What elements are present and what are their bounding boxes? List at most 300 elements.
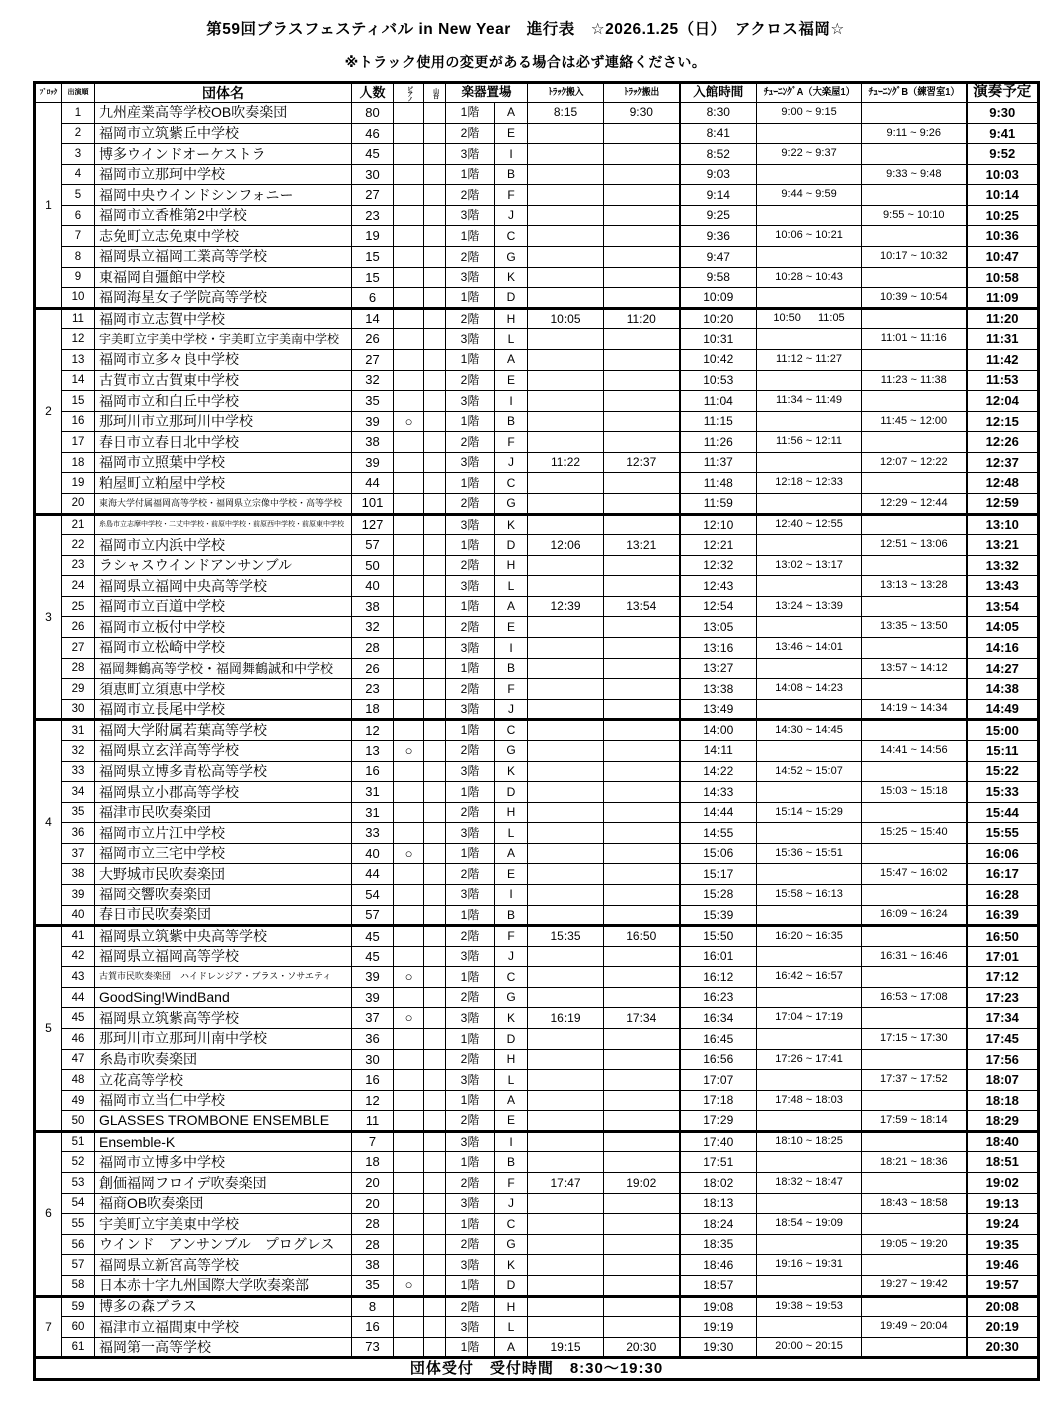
order-number: 10 (62, 288, 95, 309)
piano-mark (394, 946, 424, 967)
group-name: 福岡市立三宅中学校 (95, 843, 352, 864)
piano-mark (394, 1090, 424, 1111)
entry-time: 8:52 (680, 144, 757, 165)
tuning-b-time: 15:47 ~ 16:02 (862, 864, 967, 885)
tuning-b-time (862, 391, 967, 412)
tuning-b-time: 14:41 ~ 14:56 (862, 740, 967, 761)
storage-area: L (495, 1070, 528, 1091)
tuning-a-time (757, 205, 862, 226)
storage-floor: 1階 (446, 535, 495, 556)
member-count: 6 (352, 288, 394, 309)
storage-floor: 1階 (446, 782, 495, 803)
piano-mark (394, 1255, 424, 1276)
entry-time: 15:50 (680, 926, 757, 947)
truck-out-time: 11:20 (604, 308, 680, 329)
riser-mark (424, 205, 446, 226)
truck-in-time (528, 740, 604, 761)
tuning-a-time: 14:30 ~ 14:45 (757, 720, 862, 741)
piano-mark (394, 452, 424, 473)
group-name: 博多の森ブラス (95, 1296, 352, 1317)
tuning-a-time (757, 946, 862, 967)
piano-mark (394, 123, 424, 144)
truck-in-time (528, 987, 604, 1008)
piano-mark (394, 329, 424, 350)
group-name: 古賀市民吹奏楽団 ハイドレンジア・ブラス・ソサエティ (95, 967, 352, 988)
entry-time: 16:01 (680, 946, 757, 967)
tuning-b-time (862, 884, 967, 905)
table-row (35, 1131, 1039, 1152)
tuning-a-time: 16:20 ~ 16:35 (757, 926, 862, 947)
storage-area: A (495, 1337, 528, 1358)
order-number: 7 (62, 226, 95, 247)
storage-area: B (495, 905, 528, 926)
order-number: 53 (62, 1173, 95, 1194)
group-name: 福岡市立当仁中学校 (95, 1090, 352, 1111)
entry-time: 15:17 (680, 864, 757, 885)
storage-floor: 3階 (446, 329, 495, 350)
tuning-b-time (862, 843, 967, 864)
order-number: 14 (62, 370, 95, 391)
tuning-b-time: 10:17 ~ 10:32 (862, 247, 967, 268)
storage-floor: 3階 (446, 823, 495, 844)
group-name: 福岡市立和白丘中学校 (95, 391, 352, 412)
entry-time: 18:24 (680, 1214, 757, 1235)
riser-mark (424, 1214, 446, 1235)
tuning-b-time (862, 1049, 967, 1070)
tuning-a-time (757, 1152, 862, 1173)
performance-time: 17:12 (967, 967, 1039, 988)
tuning-a-time: 11:34 ~ 11:49 (757, 391, 862, 412)
group-name: 九州産業高等学校OB吹奏楽団 (95, 103, 352, 124)
col-header-piano: ピアノ (394, 83, 424, 103)
tuning-a-time (757, 1234, 862, 1255)
riser-mark (424, 411, 446, 432)
member-count: 31 (352, 782, 394, 803)
order-number: 38 (62, 864, 95, 885)
performance-time: 19:02 (967, 1173, 1039, 1194)
performance-time: 16:06 (967, 843, 1039, 864)
tuning-b-time (862, 473, 967, 494)
storage-floor: 1階 (446, 1214, 495, 1235)
table-row (35, 144, 1039, 165)
performance-time: 10:14 (967, 185, 1039, 206)
storage-floor: 2階 (446, 247, 495, 268)
storage-floor: 1階 (446, 103, 495, 124)
storage-floor: 1階 (446, 596, 495, 617)
truck-in-time (528, 638, 604, 659)
member-count: 27 (352, 185, 394, 206)
schedule-table (33, 81, 1040, 1381)
truck-in-time (528, 720, 604, 741)
tuning-b-time: 12:07 ~ 12:22 (862, 452, 967, 473)
piano-mark (394, 617, 424, 638)
entry-time: 18:46 (680, 1255, 757, 1276)
entry-time: 13:27 (680, 658, 757, 679)
table-row (35, 576, 1039, 597)
entry-time: 18:35 (680, 1234, 757, 1255)
tuning-b-time (862, 308, 967, 329)
table-row (35, 596, 1039, 617)
performance-time: 17:34 (967, 1008, 1039, 1029)
riser-mark (424, 1111, 446, 1132)
truck-in-time (528, 226, 604, 247)
table-row (35, 349, 1039, 370)
storage-floor: 2階 (446, 308, 495, 329)
performance-time: 13:54 (967, 596, 1039, 617)
tuning-b-time (862, 514, 967, 535)
truck-out-time (604, 864, 680, 885)
member-count: 15 (352, 267, 394, 288)
storage-area: I (495, 884, 528, 905)
tuning-a-time: 20:00 ~ 20:15 (757, 1337, 862, 1358)
piano-mark (394, 164, 424, 185)
group-name: 福岡県立玄洋高等学校 (95, 740, 352, 761)
piano-mark (394, 1337, 424, 1358)
piano-mark (394, 493, 424, 514)
performance-time: 10:47 (967, 247, 1039, 268)
riser-mark (424, 370, 446, 391)
truck-out-time (604, 761, 680, 782)
storage-floor: 2階 (446, 555, 495, 576)
order-number: 11 (62, 308, 95, 329)
truck-out-time (604, 905, 680, 926)
tuning-a-time: 18:32 ~ 18:47 (757, 1173, 862, 1194)
piano-mark (394, 576, 424, 597)
tuning-b-time: 15:03 ~ 15:18 (862, 782, 967, 803)
piano-mark (394, 205, 424, 226)
tuning-a-time (757, 987, 862, 1008)
storage-area: G (495, 987, 528, 1008)
storage-floor: 1階 (446, 1337, 495, 1358)
order-number: 2 (62, 123, 95, 144)
entry-time: 10:20 (680, 308, 757, 329)
tuning-a-time: 15:36 ~ 15:51 (757, 843, 862, 864)
tuning-b-time: 9:11 ~ 9:26 (862, 123, 967, 144)
truck-in-time (528, 1111, 604, 1132)
tuning-a-time: 17:26 ~ 17:41 (757, 1049, 862, 1070)
col-header-count: 人数 (352, 83, 394, 103)
truck-in-time (528, 576, 604, 597)
tuning-a-time (757, 823, 862, 844)
tuning-a-time: 16:42 ~ 16:57 (757, 967, 862, 988)
truck-in-time (528, 782, 604, 803)
storage-area: I (495, 638, 528, 659)
entry-time: 11:37 (680, 452, 757, 473)
order-number: 45 (62, 1008, 95, 1029)
tuning-b-time (862, 720, 967, 741)
entry-time: 14:11 (680, 740, 757, 761)
storage-floor: 2階 (446, 617, 495, 638)
truck-out-time (604, 1296, 680, 1317)
storage-floor: 1階 (446, 411, 495, 432)
tuning-b-time: 13:57 ~ 14:12 (862, 658, 967, 679)
tuning-b-time (862, 1337, 967, 1358)
header-row (35, 83, 1039, 103)
order-number: 26 (62, 617, 95, 638)
storage-area: I (495, 144, 528, 165)
tuning-b-time: 18:21 ~ 18:36 (862, 1152, 967, 1173)
tuning-a-time (757, 617, 862, 638)
member-count: 39 (352, 452, 394, 473)
storage-area: J (495, 699, 528, 720)
table-row (35, 1049, 1039, 1070)
truck-in-time (528, 1029, 604, 1050)
truck-in-time (528, 679, 604, 700)
table-row (35, 720, 1039, 741)
riser-mark (424, 1070, 446, 1091)
col-header-truck-out: ﾄﾗｯｸ搬出 (607, 83, 677, 103)
entry-time: 8:41 (680, 123, 757, 144)
piano-mark (394, 679, 424, 700)
tuning-b-time: 10:39 ~ 10:54 (862, 288, 967, 309)
piano-mark (394, 926, 424, 947)
riser-mark (424, 1234, 446, 1255)
performance-time: 16:39 (967, 905, 1039, 926)
riser-mark (424, 1275, 446, 1296)
table-row (35, 164, 1039, 185)
tuning-a-time (757, 576, 862, 597)
storage-area: K (495, 1255, 528, 1276)
group-name: 日本赤十字九州国際大学吹奏楽部 (95, 1275, 352, 1296)
performance-time: 16:17 (967, 864, 1039, 885)
member-count: 7 (352, 1131, 394, 1152)
entry-time: 12:43 (680, 576, 757, 597)
truck-out-time (604, 617, 680, 638)
tuning-a-time (757, 535, 862, 556)
entry-time: 17:29 (680, 1111, 757, 1132)
tuning-b-time (862, 1255, 967, 1276)
entry-time: 17:40 (680, 1131, 757, 1152)
storage-floor: 1階 (446, 1152, 495, 1173)
group-name: GLASSES TROMBONE ENSEMBLE (95, 1111, 352, 1132)
storage-floor: 2階 (446, 1049, 495, 1070)
performance-time: 17:01 (967, 946, 1039, 967)
order-number: 59 (62, 1296, 95, 1317)
storage-floor: 2階 (446, 679, 495, 700)
member-count: 26 (352, 329, 394, 350)
riser-mark (424, 1193, 446, 1214)
order-number: 57 (62, 1255, 95, 1276)
storage-floor: 2階 (446, 1111, 495, 1132)
table-row (35, 288, 1039, 309)
riser-mark (424, 946, 446, 967)
storage-area: L (495, 823, 528, 844)
storage-floor: 3階 (446, 638, 495, 659)
order-number: 29 (62, 679, 95, 700)
entry-time: 19:30 (680, 1337, 757, 1358)
group-name: 福岡県立筑紫高等学校 (95, 1008, 352, 1029)
col-header-entry: 入館時間 (680, 83, 757, 103)
member-count: 8 (352, 1296, 394, 1317)
storage-floor: 2階 (446, 123, 495, 144)
truck-out-time (604, 720, 680, 741)
piano-mark (394, 1296, 424, 1317)
entry-time: 14:33 (680, 782, 757, 803)
tuning-b-time (862, 349, 967, 370)
tuning-a-time: 11:56 ~ 12:11 (757, 432, 862, 453)
truck-in-time (528, 144, 604, 165)
storage-floor: 2階 (446, 1234, 495, 1255)
storage-floor: 1階 (446, 720, 495, 741)
truck-out-time (604, 802, 680, 823)
truck-in-time (528, 123, 604, 144)
order-number: 56 (62, 1234, 95, 1255)
tuning-b-time: 16:53 ~ 17:08 (862, 987, 967, 1008)
table-row (35, 391, 1039, 412)
performance-time: 9:52 (967, 144, 1039, 165)
table-row (35, 967, 1039, 988)
piano-mark (394, 1131, 424, 1152)
table-row (35, 823, 1039, 844)
riser-mark (424, 144, 446, 165)
order-number: 34 (62, 782, 95, 803)
riser-mark (424, 1337, 446, 1358)
truck-in-time (528, 699, 604, 720)
member-count: 73 (352, 1337, 394, 1358)
piano-mark (394, 1214, 424, 1235)
tuning-b-time (862, 1008, 967, 1029)
page-subtitle: ※トラック使用の変更がある場合は必ず連絡ください。 (344, 54, 707, 70)
entry-time: 14:55 (680, 823, 757, 844)
truck-in-time (528, 1214, 604, 1235)
performance-time: 18:51 (967, 1152, 1039, 1173)
tuning-b-time: 19:27 ~ 19:42 (862, 1275, 967, 1296)
storage-floor: 3階 (446, 267, 495, 288)
riser-mark (424, 473, 446, 494)
member-count: 54 (352, 884, 394, 905)
tuning-a-time: 14:52 ~ 15:07 (757, 761, 862, 782)
member-count: 45 (352, 946, 394, 967)
group-name: 福岡県立福岡工業高等学校 (95, 247, 352, 268)
truck-in-time (528, 432, 604, 453)
truck-in-time (528, 473, 604, 494)
truck-out-time (604, 514, 680, 535)
tuning-b-time: 13:13 ~ 13:28 (862, 576, 967, 597)
storage-area: D (495, 1029, 528, 1050)
truck-in-time (528, 1296, 604, 1317)
storage-area: A (495, 1090, 528, 1111)
order-number: 5 (62, 185, 95, 206)
entry-time: 9:47 (680, 247, 757, 268)
member-count: 44 (352, 864, 394, 885)
reception-note: 団体受付 受付時間 8:30～19:30 (35, 1358, 1039, 1380)
truck-out-time (604, 267, 680, 288)
riser-mark (424, 987, 446, 1008)
group-name: 春日市立春日北中学校 (95, 432, 352, 453)
performance-time: 11:42 (967, 349, 1039, 370)
truck-in-time: 15:35 (528, 926, 604, 947)
riser-mark (424, 308, 446, 329)
truck-out-time (604, 946, 680, 967)
order-number: 22 (62, 535, 95, 556)
storage-area: G (495, 493, 528, 514)
table-row (35, 308, 1039, 329)
piano-mark: ○ (394, 1008, 424, 1029)
group-name: 宇美町立宇美中学校・宇美町立宇美南中学校 (95, 329, 352, 350)
truck-in-time (528, 1090, 604, 1111)
storage-area: F (495, 185, 528, 206)
tuning-a-time: 13:46 ~ 14:01 (757, 638, 862, 659)
piano-mark (394, 1234, 424, 1255)
performance-time: 16:50 (967, 926, 1039, 947)
tuning-a-time: 18:10 ~ 18:25 (757, 1131, 862, 1152)
tuning-a-time: 10:28 ~ 10:43 (757, 267, 862, 288)
tuning-a-time: 17:48 ~ 18:03 (757, 1090, 862, 1111)
member-count: 16 (352, 1317, 394, 1338)
truck-in-time: 16:19 (528, 1008, 604, 1029)
truck-out-time (604, 1131, 680, 1152)
entry-time: 10:53 (680, 370, 757, 391)
riser-mark (424, 1090, 446, 1111)
group-name: 糸島市立志摩中学校・二丈中学校・前原中学校・前原西中学校・前原東中学校 (95, 514, 352, 535)
member-count: 11 (352, 1111, 394, 1132)
group-name: 福岡市立那珂中学校 (95, 164, 352, 185)
member-count: 16 (352, 761, 394, 782)
member-count: 13 (352, 740, 394, 761)
tuning-b-time: 9:33 ~ 9:48 (862, 164, 967, 185)
performance-time: 9:30 (967, 103, 1039, 124)
col-header-order: 出演順 (62, 83, 95, 103)
truck-in-time (528, 164, 604, 185)
performance-time: 19:57 (967, 1275, 1039, 1296)
entry-time: 10:42 (680, 349, 757, 370)
piano-mark (394, 514, 424, 535)
performance-time: 17:23 (967, 987, 1039, 1008)
member-count: 35 (352, 1275, 394, 1296)
group-name: 福岡市立百道中学校 (95, 596, 352, 617)
group-name: 福岡県立筑紫中央高等学校 (95, 926, 352, 947)
truck-in-time (528, 555, 604, 576)
storage-floor: 3階 (446, 699, 495, 720)
table-row (35, 1337, 1039, 1358)
storage-area: J (495, 1193, 528, 1214)
truck-out-time (604, 658, 680, 679)
group-name: GoodSing!WindBand (95, 987, 352, 1008)
tuning-b-time (862, 1173, 967, 1194)
group-name: 福岡市立内浜中学校 (95, 535, 352, 556)
storage-area: C (495, 720, 528, 741)
tuning-a-time (757, 782, 862, 803)
riser-mark (424, 1152, 446, 1173)
truck-in-time (528, 658, 604, 679)
entry-time: 16:23 (680, 987, 757, 1008)
member-count: 40 (352, 576, 394, 597)
performance-time: 19:35 (967, 1234, 1039, 1255)
order-number: 31 (62, 720, 95, 741)
performance-time: 19:46 (967, 1255, 1039, 1276)
storage-area: A (495, 103, 528, 124)
order-number: 17 (62, 432, 95, 453)
storage-area: B (495, 1152, 528, 1173)
tuning-b-time: 16:09 ~ 16:24 (862, 905, 967, 926)
truck-in-time (528, 288, 604, 309)
group-name: 立花高等学校 (95, 1070, 352, 1091)
group-name: 福岡市立志賀中学校 (95, 308, 352, 329)
entry-time: 13:49 (680, 699, 757, 720)
tuning-a-time (757, 370, 862, 391)
riser-mark (424, 802, 446, 823)
block-label: 6 (35, 1131, 62, 1296)
col-header-truck-in: ﾄﾗｯｸ搬入 (531, 83, 601, 103)
page-title: 第59回ブラスフェスティバル in New Year 進行表 ☆2026.1.25（日） アクロス福岡☆ (206, 21, 845, 38)
riser-mark (424, 1296, 446, 1317)
storage-area: B (495, 658, 528, 679)
tuning-b-time: 17:37 ~ 17:52 (862, 1070, 967, 1091)
truck-out-time (604, 638, 680, 659)
storage-area: F (495, 1173, 528, 1194)
block-label: 7 (35, 1296, 62, 1358)
order-number: 41 (62, 926, 95, 947)
